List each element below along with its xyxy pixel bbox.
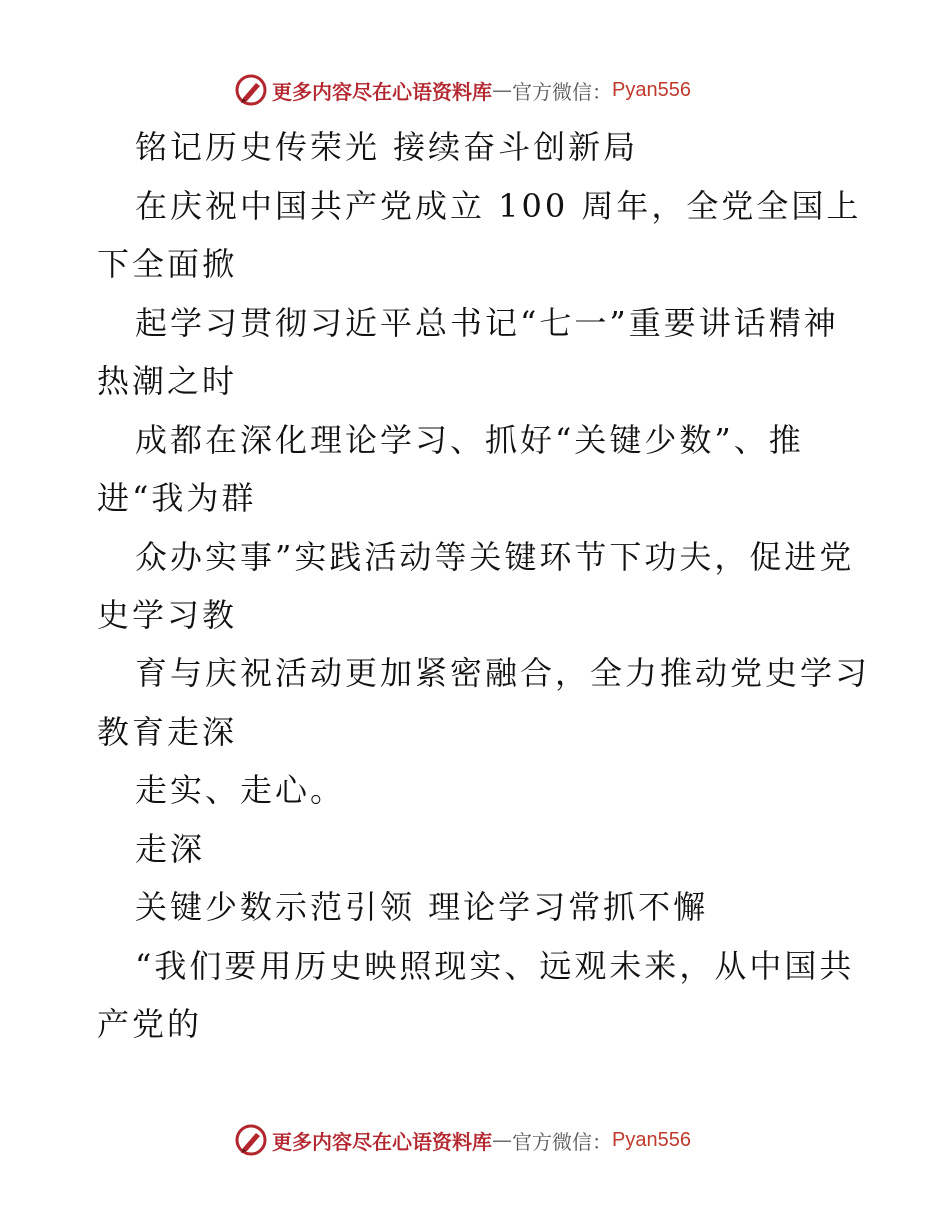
text-line: 育与庆祝活动更加紧密融合，全力推动党史学习	[135, 654, 871, 692]
watermark-wechat-label: 官方微信：	[512, 1129, 612, 1154]
text-line: “我们要用历史映照现实、远观未来，从中国共	[135, 947, 855, 985]
text-line: 进“我为群	[97, 479, 257, 517]
text-line: 众办实事”实践活动等关键环节下功夫，促进党	[135, 538, 855, 576]
text-line: 史学习教	[97, 596, 238, 634]
pen-logo-icon	[234, 1123, 268, 1157]
watermark-wechat-label: 官方微信：	[512, 79, 612, 104]
subheading: 关键少数示范引领 理论学习常抓不懈	[135, 888, 709, 926]
watermark-brand: 更多内容尽在心语资料库	[272, 1129, 492, 1154]
text-line: 热潮之时	[97, 362, 238, 400]
text-line: 在庆祝中国共产党成立 100 周年，全党全国上	[135, 187, 862, 225]
text-line: 教育走深	[97, 713, 238, 751]
watermark-brand: 更多内容尽在心语资料库	[272, 79, 492, 104]
watermark-banner-top	[234, 70, 691, 110]
text-line: 下全面掀	[97, 245, 238, 283]
section-heading: 走深	[135, 830, 206, 868]
text-line: 产党的	[97, 1005, 203, 1043]
watermark-wechat-id: Pyan556	[612, 78, 691, 101]
pen-logo-icon	[234, 73, 268, 107]
watermark-wechat-id: Pyan556	[612, 1128, 691, 1151]
text-line: 成都在深化理论学习、抓好“关键少数”、推	[135, 421, 804, 459]
watermark-separator: —	[492, 78, 512, 102]
text-line: 走实、走心。	[135, 771, 346, 809]
text-line: 起学习贯彻习近平总书记“七一”重要讲话精神	[135, 304, 839, 342]
document-title: 铭记历史传荣光 接续奋斗创新局	[135, 128, 639, 166]
watermark-banner-bottom	[234, 1120, 691, 1160]
watermark-separator: —	[492, 1128, 512, 1152]
